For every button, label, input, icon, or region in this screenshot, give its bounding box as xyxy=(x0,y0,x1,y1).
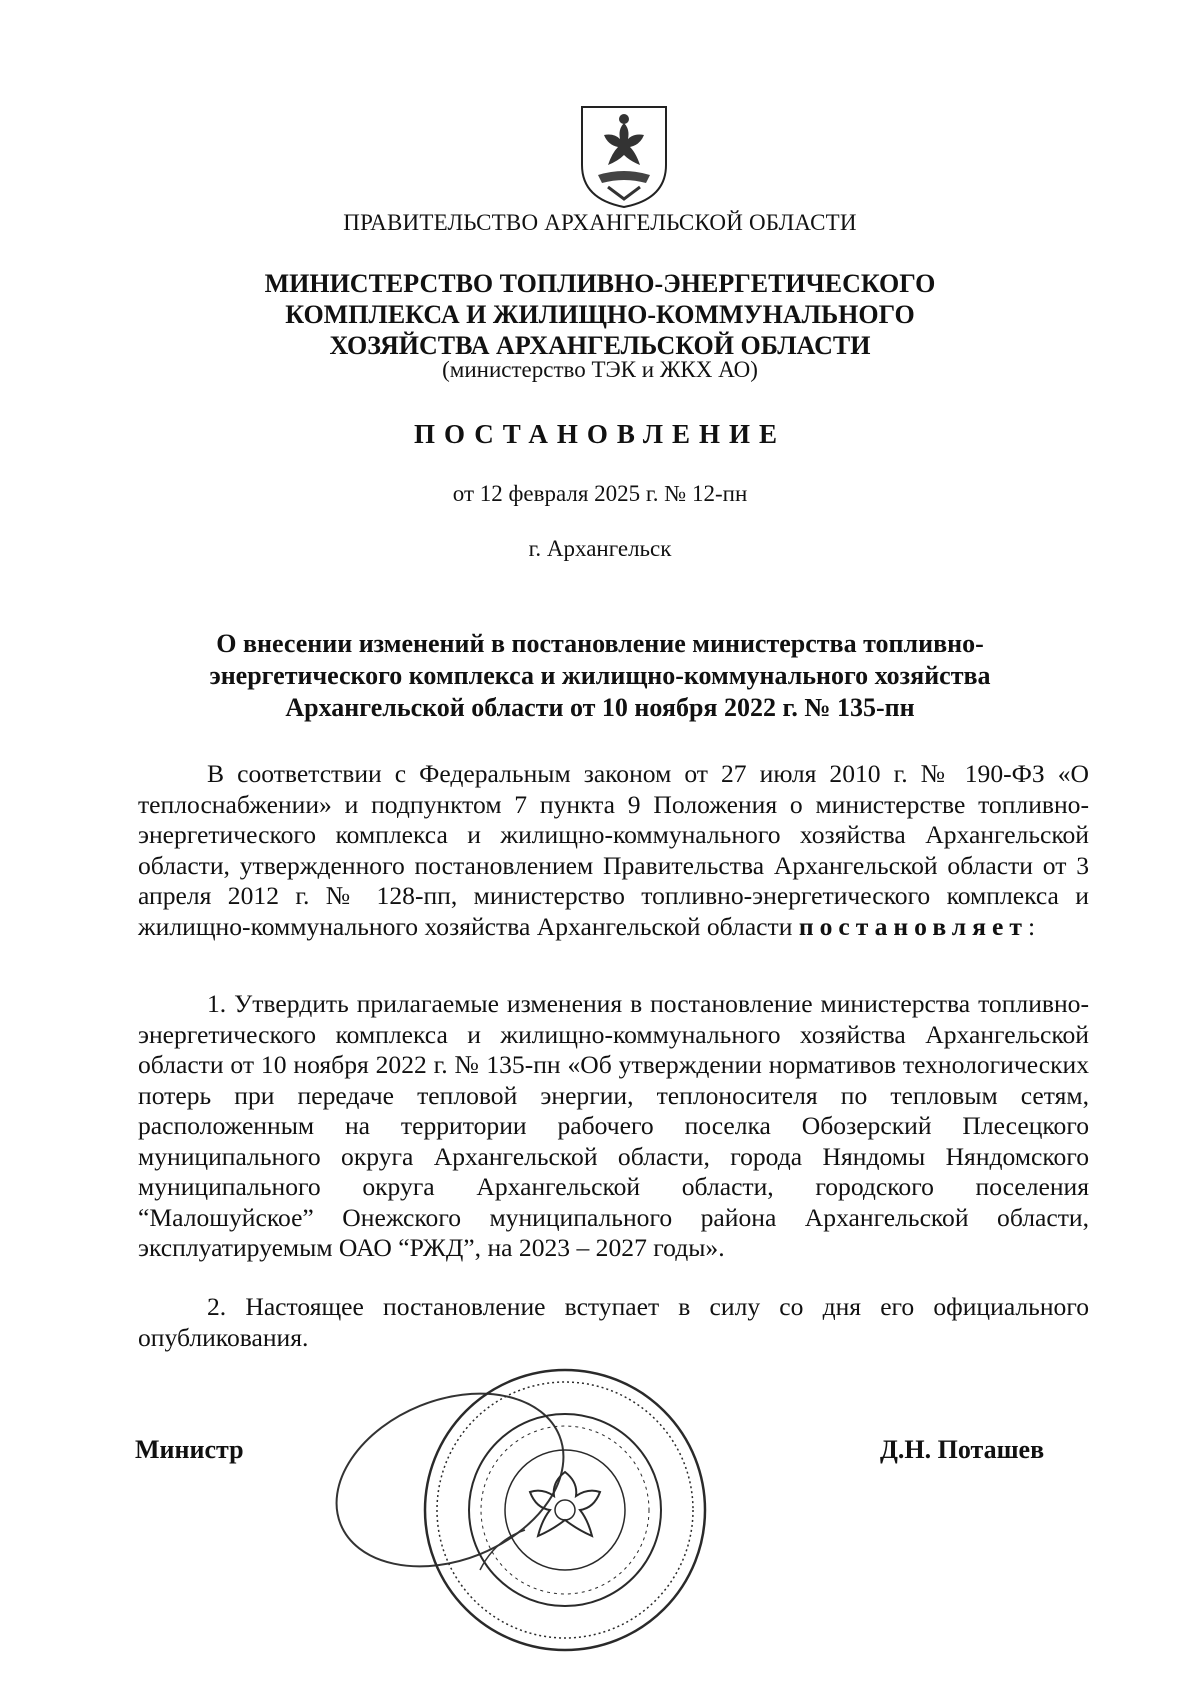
coat-of-arms-emblem xyxy=(578,103,670,211)
subject-line: энергетического комплекса и жилищно-коммунального хозяйства xyxy=(209,661,991,690)
subject-line: Архангельской области от 10 ноября 2022 г. № 135-пн xyxy=(285,693,915,722)
subject-line: О внесении изменений в постановление министерства топливно- xyxy=(216,629,984,658)
ministry-title-line: ХОЗЯЙСТВА АРХАНГЕЛЬСКОЙ ОБЛАСТИ xyxy=(329,331,871,360)
item-1-text: 1. Утвердить прилагаемые изменения в постановление министерства топливно-энергетического комплекса и жилищно-коммунального хозяйства Архангельской области от 10 ноября 2022 г. № 135-пн «Об утверждении нормативов технологических потерь при передаче тепловой энергии, теплоносителя по тепловым сетям, расположенным на территории рабочего поселка Обозерский Плесецкого муниципального округа Архангельской области, города Няндомы Няндомского муниципального округа Архангельской области, городского поселения “Малошуйское” Онежского муниципального района Архангельской области, эксплуатируемым ОАО “РЖД”, на 2023 – 2027 годы». xyxy=(138,989,1089,1262)
ministry-title-line: КОМПЛЕКСА И ЖИЛИЩНО-КОММУНАЛЬНОГО xyxy=(285,300,915,329)
document-date-number: от 12 февраля 2025 г. № 12-пн xyxy=(452,481,748,506)
preamble-text: В соответствии с Федеральным законом от 27 июля 2010 г. № 190-ФЗ «О теплоснабжении» и подпунктом 7 пункта 9 Положения о министерстве топливно-энергетического комплекса и жилищно-коммунального хозяйства Архангельской области, утвержденного постановлением Правительства Архангельской области от 3 апреля 2012 г. № 128-пп, министерство топливно-энергетического комплекса и жилищно-коммунального хозяйства Архангельской области xyxy=(138,759,1089,941)
ministry-title-line: МИНИСТЕРСТВО ТОПЛИВНО-ЭНЕРГЕТИЧЕСКОГО xyxy=(264,269,936,298)
government-title: ПРАВИТЕЛЬСТВО АРХАНГЕЛЬСКОЙ ОБЛАСТИ xyxy=(343,210,857,235)
item-2-paragraph xyxy=(138,1292,1089,1353)
signatory-name: Д.Н. Поташев xyxy=(880,1435,1045,1464)
decree-word: постановляет xyxy=(798,911,1028,941)
official-seal-stamp xyxy=(330,1360,710,1660)
item-1-paragraph xyxy=(138,989,1089,1264)
decree-colon: : xyxy=(1027,911,1036,941)
preamble-paragraph xyxy=(138,759,1089,942)
signatory-position: Министр xyxy=(135,1435,244,1464)
ministry-short-name: (министерство ТЭК и ЖКХ АО) xyxy=(442,357,758,382)
document-city: г. Архангельск xyxy=(528,536,672,561)
document-subject xyxy=(0,628,1200,724)
ministry-title xyxy=(0,268,1200,361)
item-2-text: 2. Настоящее постановление вступает в силу со дня его официального опубликования. xyxy=(138,1292,1089,1352)
document-type: ПОСТАНОВЛЕНИЕ xyxy=(413,419,787,449)
